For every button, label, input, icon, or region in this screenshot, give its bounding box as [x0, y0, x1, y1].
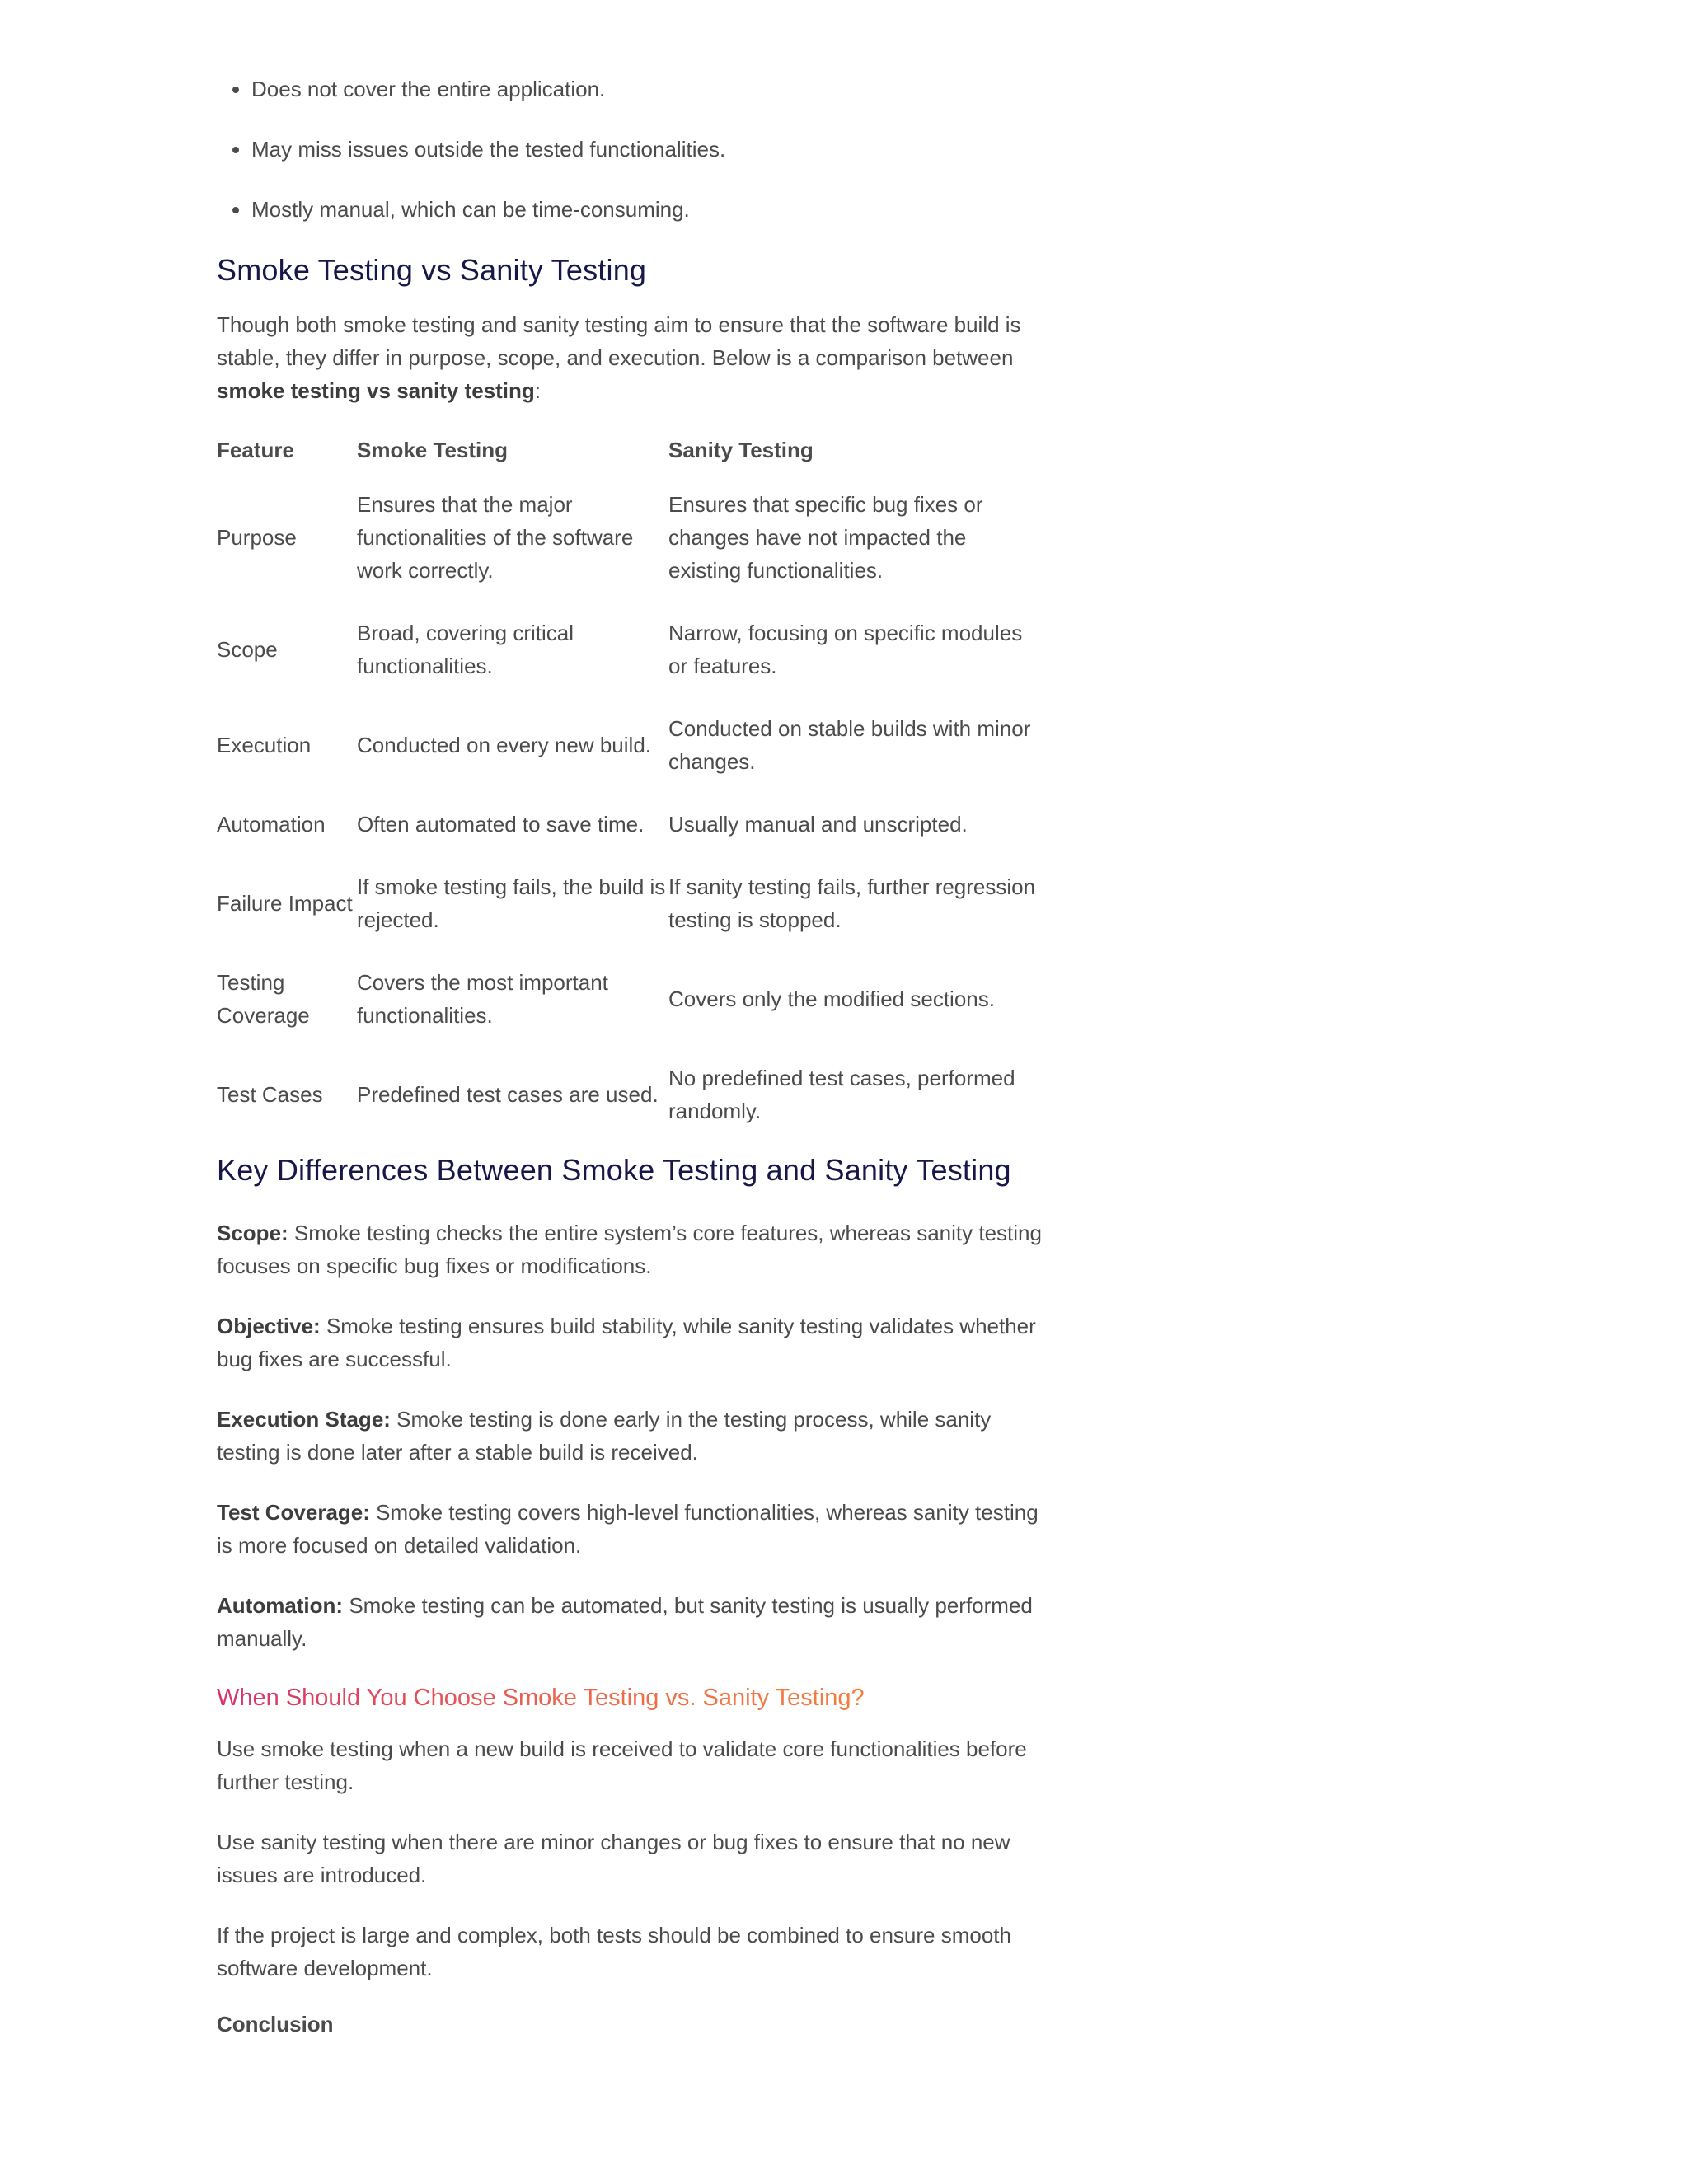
- table-cell-feature: Execution: [217, 733, 312, 757]
- table-cell-sanity: Covers only the modified sections.: [668, 987, 995, 1011]
- difference-label: Test Coverage:: [217, 1500, 370, 1525]
- difference-text: Smoke testing ensures build stability, while sanity testing validates whether bug fixes are successful.: [217, 1314, 1036, 1371]
- table-cell-feature: Testing Coverage: [217, 970, 310, 1028]
- column-header-sanity: Sanity Testing: [668, 438, 814, 462]
- conclusion-heading: Conclusion: [217, 2012, 334, 2036]
- difference-label: Objective:: [217, 1314, 321, 1338]
- table-row: [217, 616, 1041, 712]
- table-cell-smoke: If smoke testing fails, the build is rejected.: [357, 874, 666, 932]
- table-row: [217, 712, 1041, 808]
- difference-text: Smoke testing covers high-level functionalities, whereas sanity testing is more focused on detailed validation.: [217, 1500, 1039, 1558]
- table-cell-smoke: Conducted on every new build.: [357, 733, 652, 757]
- comparison-intro: [217, 308, 1049, 407]
- table-cell-smoke: Often automated to save time.: [357, 812, 645, 837]
- section-heading-when-to-choose: When Should You Choose Smoke Testing vs. Sanity Testing?: [217, 1680, 865, 1716]
- table-cell-smoke: Ensures that the major functionalities of the software work correctly.: [357, 492, 634, 583]
- difference-item: [217, 1216, 1049, 1282]
- paragraph: Use smoke testing when a new build is received to validate core functionalities before further testing.: [217, 1736, 1027, 1794]
- difference-label: Automation:: [217, 1593, 344, 1618]
- section-heading-smoke-vs-sanity: Smoke Testing vs Sanity Testing: [217, 253, 647, 287]
- table-cell-feature: Purpose: [217, 525, 297, 550]
- column-header-feature: Feature: [217, 438, 294, 462]
- intro-end: :: [534, 378, 542, 403]
- table-cell-sanity: Narrow, focusing on specific modules or features.: [668, 621, 1023, 678]
- list-item: • Does not cover the entire application.: [251, 73, 1049, 105]
- list-item: • Mostly manual, which can be time-consuming.: [251, 193, 1049, 226]
- table-cell-smoke: Predefined test cases are used.: [357, 1082, 659, 1107]
- table-header-row: [217, 434, 1041, 488]
- table-cell-sanity: If sanity testing fails, further regression testing is stopped.: [668, 874, 1036, 932]
- table-cell-sanity: Conducted on stable builds with minor changes.: [668, 716, 1031, 774]
- table-cell-smoke: Covers the most important functionalities.: [357, 970, 608, 1028]
- when-to-choose-paragraphs: [217, 1732, 1049, 1985]
- table-row: [217, 808, 1041, 870]
- list-item: • May miss issues outside the tested functionalities.: [251, 133, 1049, 166]
- key-differences-list: [217, 1216, 1049, 1655]
- difference-item: [217, 1496, 1049, 1562]
- difference-text: Smoke testing is done early in the testing process, while sanity testing is done later after a stable build is received.: [217, 1407, 992, 1465]
- limitations-list: [217, 73, 1049, 226]
- difference-text: Smoke testing can be automated, but sanity testing is usually performed manually.: [217, 1593, 1033, 1651]
- table-row: [217, 966, 1041, 1062]
- paragraph: If the project is large and complex, both tests should be combined to ensure smooth software development.: [217, 1923, 1011, 1980]
- table-row: [217, 1062, 1041, 1137]
- table-cell-feature: Failure Impact: [217, 891, 353, 916]
- difference-item: [217, 1589, 1049, 1655]
- table-cell-feature: Test Cases: [217, 1082, 323, 1107]
- difference-label: Execution Stage:: [217, 1407, 391, 1432]
- difference-text: Smoke testing checks the entire system’s core features, whereas sanity testing focuses on specific bug fixes or modifications.: [217, 1221, 1042, 1278]
- difference-label: Scope:: [217, 1221, 288, 1245]
- comparison-table: [217, 434, 1041, 1137]
- intro-text: Though both smoke testing and sanity testing aim to ensure that the software build is stable, they differ in purpose, scope, and execution. Below is a comparison between: [217, 312, 1021, 370]
- difference-item: [217, 1310, 1049, 1376]
- table-cell-feature: Scope: [217, 637, 278, 662]
- column-header-smoke: Smoke Testing: [357, 438, 509, 462]
- table-cell-smoke: Broad, covering critical functionalities.: [357, 621, 574, 678]
- table-cell-sanity: Usually manual and unscripted.: [668, 812, 968, 837]
- paragraph: Use sanity testing when there are minor changes or bug fixes to ensure that no new issues are introduced.: [217, 1830, 1010, 1887]
- table-cell-feature: Automation: [217, 812, 326, 837]
- difference-item: [217, 1403, 1049, 1469]
- table-cell-sanity: Ensures that specific bug fixes or changes have not impacted the existing functionalities.: [668, 492, 983, 583]
- intro-bold-text: smoke testing vs sanity testing: [217, 378, 535, 403]
- table-row: [217, 488, 1041, 616]
- article-content: [217, 73, 1049, 2041]
- table-cell-sanity: No predefined test cases, performed randomly.: [668, 1066, 1015, 1123]
- table-row: [217, 870, 1041, 966]
- section-heading-key-differences: Key Differences Between Smoke Testing and Sanity Testing: [217, 1153, 1011, 1187]
